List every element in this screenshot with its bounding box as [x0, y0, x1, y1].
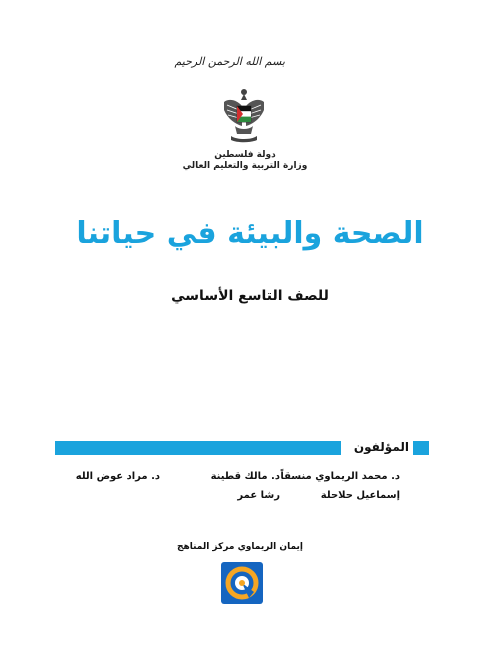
authors-divider-bar	[55, 441, 341, 455]
book-title: الصحة والبيئة في حياتنا	[76, 216, 424, 251]
state-name: دولة فلسطين	[214, 150, 276, 160]
palestine-eagle-emblem-icon	[221, 86, 267, 144]
author-name: رشا عمر	[237, 490, 280, 501]
author-name: د. مالك قطينة	[210, 471, 280, 482]
book-subtitle: للصف التاسع الأساسي	[171, 288, 329, 304]
author-name: إسماعيل حلاحلة	[320, 490, 400, 501]
design-credit: إيمان الريماوي مركز المناهج	[177, 542, 303, 552]
ministry-name: وزارة التربية والتعليم العالي	[182, 161, 308, 171]
curriculum-center-logo-icon	[221, 562, 263, 604]
author-name: د. محمد الريماوي منسقاً	[280, 471, 400, 482]
authors-label: المؤلفون	[353, 440, 409, 454]
authors-marker-bar	[413, 441, 429, 455]
basmala-calligraphy: بسم الله الرحمن الرحيم	[174, 55, 285, 68]
author-name: د. مراد عوض الله	[75, 471, 160, 482]
